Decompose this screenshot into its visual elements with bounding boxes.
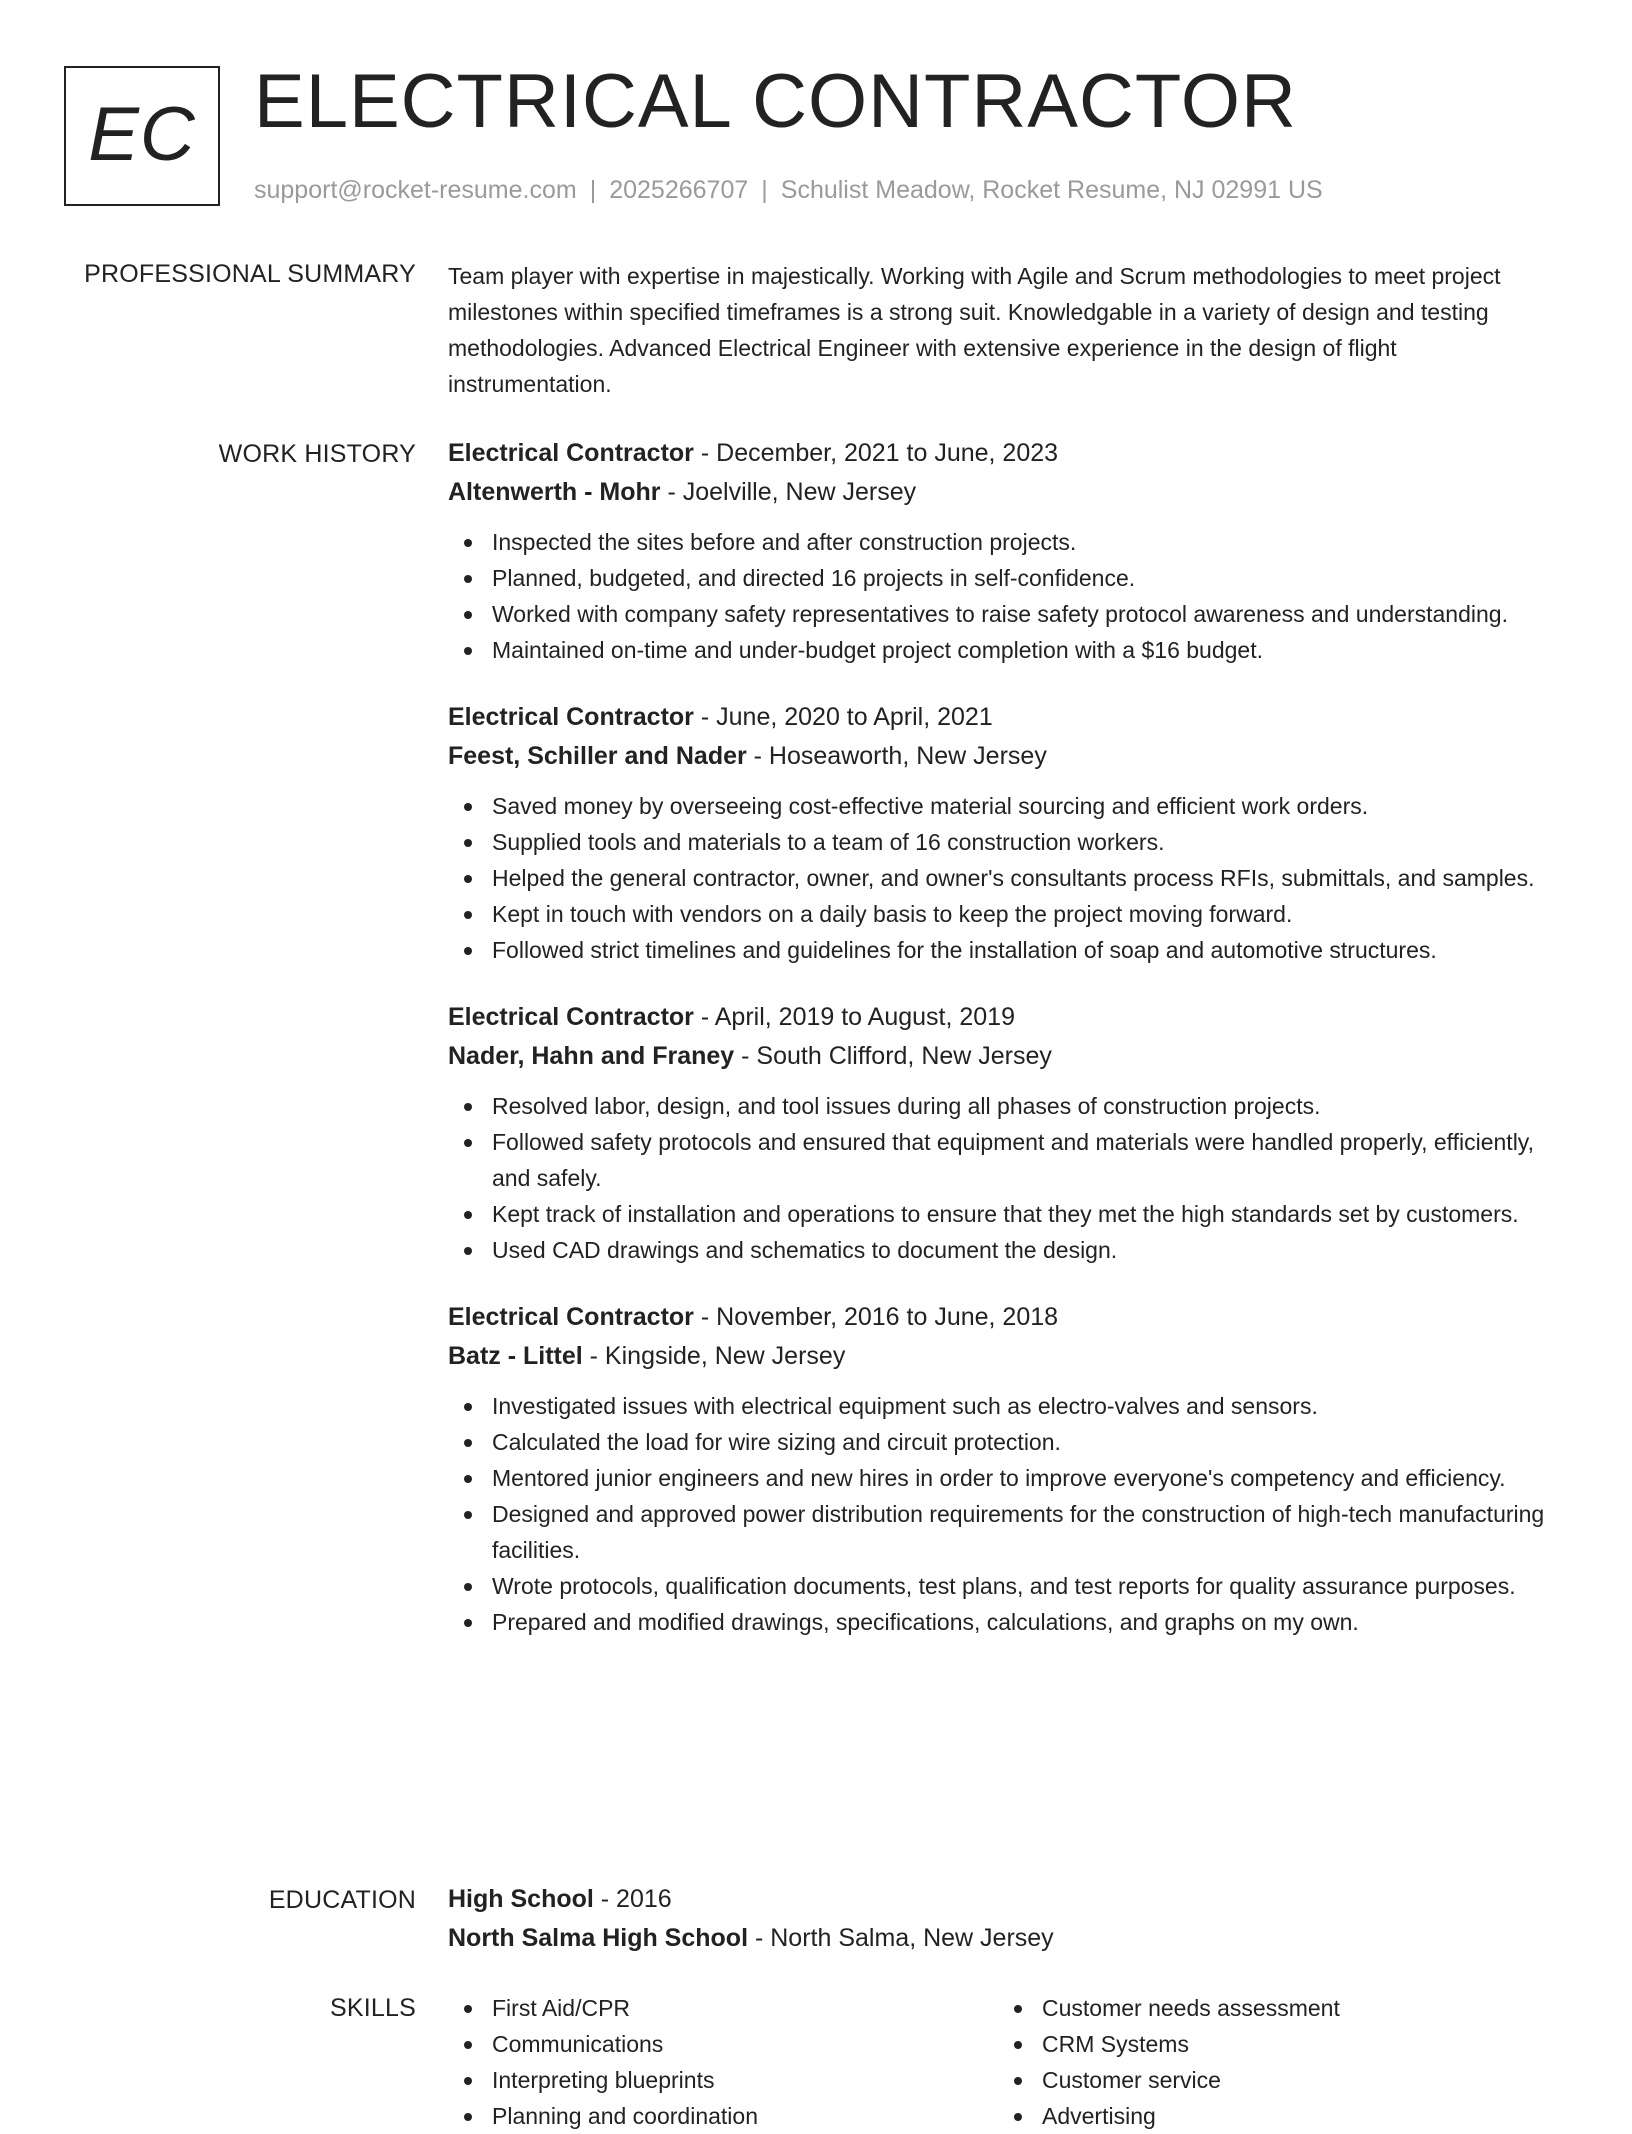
- job-title-line: [448, 1298, 1548, 1337]
- skill-item: [998, 2098, 1548, 2134]
- skill-item: [998, 2026, 1548, 2062]
- bullet-text: Kept in touch with vendors on a daily basis to keep the project moving forward.: [492, 901, 1293, 927]
- job-bullets: [448, 788, 1548, 968]
- job-title-line: [448, 998, 1548, 1037]
- job-bullet: [448, 524, 1548, 560]
- job-company-line: [448, 1037, 1548, 1076]
- bullet-dot: [464, 539, 472, 547]
- job-bullet: [448, 860, 1548, 896]
- skill-item: [448, 2098, 998, 2134]
- bullet-text: Calculated the load for wire sizing and circuit protection.: [492, 1429, 1061, 1455]
- monogram-initials: EC: [88, 91, 196, 177]
- job-bullet: [448, 932, 1548, 968]
- job-location: - Joelville, New Jersey: [660, 478, 917, 506]
- skill-text: First Aid/CPR: [492, 1995, 631, 2021]
- job-title-line: [448, 434, 1548, 473]
- bullet-dot: [1014, 2113, 1022, 2121]
- job-title: Electrical Contractor: [448, 439, 694, 467]
- job-company-line: [448, 737, 1548, 776]
- bullet-dot: [1014, 2077, 1022, 2085]
- bullet-dot: [464, 839, 472, 847]
- bullet-dot: [464, 611, 472, 619]
- job-company: Feest, Schiller and Nader: [448, 742, 747, 770]
- skill-item: [448, 2026, 998, 2062]
- bullet-text: Kept track of installation and operations to ensure that they met the high standards set by customers.: [492, 1201, 1519, 1227]
- skill-text: CRM Systems: [1042, 2031, 1189, 2057]
- job-dates: - November, 2016 to June, 2018: [693, 1303, 1059, 1331]
- job-location: - Hoseaworth, New Jersey: [746, 742, 1047, 770]
- job-bullet: [448, 788, 1548, 824]
- job-bullet: [448, 824, 1548, 860]
- job-bullet: [448, 1460, 1548, 1496]
- job-bullet: [448, 896, 1548, 932]
- skill-text: Communications: [492, 2031, 664, 2057]
- bullet-dot: [464, 2113, 472, 2121]
- bullet-dot: [464, 911, 472, 919]
- job-bullets: [448, 524, 1548, 668]
- bullet-dot: [464, 1103, 472, 1111]
- bullet-dot: [464, 1475, 472, 1483]
- bullet-dot: [464, 1583, 472, 1591]
- bullet-dot: [464, 1511, 472, 1519]
- job-entry: [448, 998, 1548, 1268]
- education-location: - North Salma, New Jersey: [748, 1924, 1054, 1952]
- bullet-text: Helped the general contractor, owner, and owner's consultants process RFIs, submittals, and samples.: [492, 865, 1535, 891]
- job-title: Electrical Contractor: [448, 1003, 694, 1031]
- section-heading-skills: SKILLS: [330, 1994, 416, 2022]
- bullet-text: Resolved labor, design, and tool issues during all phases of construction projects.: [492, 1093, 1321, 1119]
- bullet-dot: [464, 1619, 472, 1627]
- skills-list: [998, 1990, 1548, 2134]
- bullet-text: Followed strict timelines and guidelines for the installation of soap and automotive structures.: [492, 937, 1437, 963]
- contact-separator: |: [761, 176, 768, 204]
- job-entry: [448, 1298, 1548, 1640]
- education-school: North Salma High School: [448, 1924, 749, 1952]
- bullet-dot: [464, 2077, 472, 2085]
- bullet-dot: [1014, 2041, 1022, 2049]
- bullet-text: Designed and approved power distribution requirements for the construction of high-tech manufacturing facilities.: [492, 1501, 1545, 1563]
- bullet-text: Supplied tools and materials to a team of 16 construction workers.: [492, 829, 1165, 855]
- education-body: [448, 1880, 1548, 1958]
- skill-item: [448, 1990, 998, 2026]
- job-location: - Kingside, New Jersey: [582, 1342, 846, 1370]
- job-entry: [448, 434, 1548, 668]
- bullet-dot: [464, 1403, 472, 1411]
- bullet-dot: [464, 2041, 472, 2049]
- section-heading-summary: PROFESSIONAL SUMMARY: [84, 260, 416, 288]
- job-bullet: [448, 1388, 1548, 1424]
- job-bullet: [448, 560, 1548, 596]
- bullet-text: Mentored junior engineers and new hires in order to improve everyone's competency and efficiency.: [492, 1465, 1506, 1491]
- summary-text: Team player with expertise in majestically. Working with Agile and Scrum methodologies to meet project milestones within specified timeframes is a strong suit. Knowledgable in a variety of design and testing methodologies. Advanced Electrical Engineer with extensive experience in the design of flight instrumentation.: [448, 263, 1501, 397]
- job-bullets: [448, 1388, 1548, 1640]
- job-bullet: [448, 596, 1548, 632]
- contact-email: support@rocket-resume.com: [254, 176, 577, 204]
- job-bullet: [448, 632, 1548, 668]
- job-title: Electrical Contractor: [448, 1303, 694, 1331]
- skill-text: Planning and coordination: [492, 2103, 758, 2129]
- skill-text: Customer needs assessment: [1042, 1995, 1340, 2021]
- job-company-line: [448, 473, 1548, 512]
- section-heading-education: EDUCATION: [268, 1886, 416, 1914]
- job-location: - South Clifford, New Jersey: [734, 1042, 1052, 1070]
- job-bullet: [448, 1568, 1548, 1604]
- education-degree: High School: [448, 1885, 594, 1913]
- contact-address: Schulist Meadow, Rocket Resume, NJ 02991 US: [780, 176, 1323, 204]
- bullet-dot: [464, 947, 472, 955]
- bullet-text: Used CAD drawings and schematics to document the design.: [492, 1237, 1118, 1263]
- skill-text: Interpreting blueprints: [492, 2067, 715, 2093]
- education-year: - 2016: [593, 1885, 672, 1913]
- education-school-line: [448, 1919, 1548, 1958]
- job-dates: - December, 2021 to June, 2023: [693, 439, 1059, 467]
- contact-separator: |: [589, 176, 597, 204]
- bullet-dot: [464, 1211, 472, 1219]
- contact-line: [254, 176, 1323, 205]
- skill-item: [998, 1990, 1548, 2026]
- job-bullets: [448, 1088, 1548, 1268]
- work-history-body: [448, 434, 1548, 1670]
- bullet-dot: [464, 875, 472, 883]
- job-bullet: [448, 1424, 1548, 1460]
- job-company-line: [448, 1337, 1548, 1376]
- bullet-dot: [464, 2005, 472, 2013]
- job-company: Altenwerth - Mohr: [448, 478, 661, 506]
- job-bullet: [448, 1496, 1548, 1568]
- bullet-text: Wrote protocols, qualification documents, test plans, and test reports for quality assurance purposes.: [492, 1573, 1516, 1599]
- job-dates: - April, 2019 to August, 2019: [693, 1003, 1015, 1031]
- skills-column-left: [448, 1990, 998, 2134]
- job-bullet: [448, 1604, 1548, 1640]
- bullet-dot: [464, 1139, 472, 1147]
- job-bullet: [448, 1232, 1548, 1268]
- candidate-name: ELECTRICAL CONTRACTOR: [254, 59, 1297, 144]
- bullet-text: Saved money by overseeing cost-effective material sourcing and efficient work orders.: [492, 793, 1369, 819]
- bullet-dot: [464, 1247, 472, 1255]
- job-dates: - June, 2020 to April, 2021: [693, 703, 993, 731]
- skills-column-right: [998, 1990, 1548, 2134]
- bullet-dot: [464, 803, 472, 811]
- bullet-text: Worked with company safety representatives to raise safety protocol awareness and understanding.: [492, 601, 1508, 627]
- education-degree-line: [448, 1880, 1548, 1919]
- job-company: Batz - Littel: [448, 1342, 583, 1370]
- skill-text: Advertising: [1042, 2103, 1156, 2129]
- bullet-dot: [464, 1439, 472, 1447]
- job-entry: [448, 698, 1548, 968]
- bullet-text: Prepared and modified drawings, specifications, calculations, and graphs on my own.: [492, 1609, 1359, 1635]
- monogram-box: [64, 66, 220, 206]
- contact-phone: 2025266707: [609, 176, 749, 204]
- bullet-dot: [464, 647, 472, 655]
- job-bullet: [448, 1124, 1548, 1196]
- bullet-text: Planned, budgeted, and directed 16 projects in self-confidence.: [492, 565, 1136, 591]
- job-bullet: [448, 1088, 1548, 1124]
- skill-item: [998, 2062, 1548, 2098]
- section-heading-work-history: WORK HISTORY: [218, 440, 416, 468]
- job-bullet: [448, 1196, 1548, 1232]
- skills-body: [448, 1990, 1548, 2134]
- bullet-dot: [464, 575, 472, 583]
- job-company: Nader, Hahn and Franey: [448, 1042, 735, 1070]
- skill-item: [448, 2062, 998, 2098]
- summary-body: [448, 258, 1548, 402]
- bullet-dot: [1014, 2005, 1022, 2013]
- bullet-text: Followed safety protocols and ensured that equipment and materials were handled properly, efficiently, and safely.: [492, 1129, 1534, 1191]
- bullet-text: Inspected the sites before and after construction projects.: [492, 529, 1077, 555]
- bullet-text: Investigated issues with electrical equipment such as electro-valves and sensors.: [492, 1393, 1318, 1419]
- skills-columns: [448, 1990, 1548, 2134]
- job-title-line: [448, 698, 1548, 737]
- bullet-text: Maintained on-time and under-budget project completion with a $16 budget.: [492, 637, 1263, 663]
- skills-list: [448, 1990, 998, 2134]
- job-title: Electrical Contractor: [448, 703, 694, 731]
- skill-text: Customer service: [1042, 2067, 1221, 2093]
